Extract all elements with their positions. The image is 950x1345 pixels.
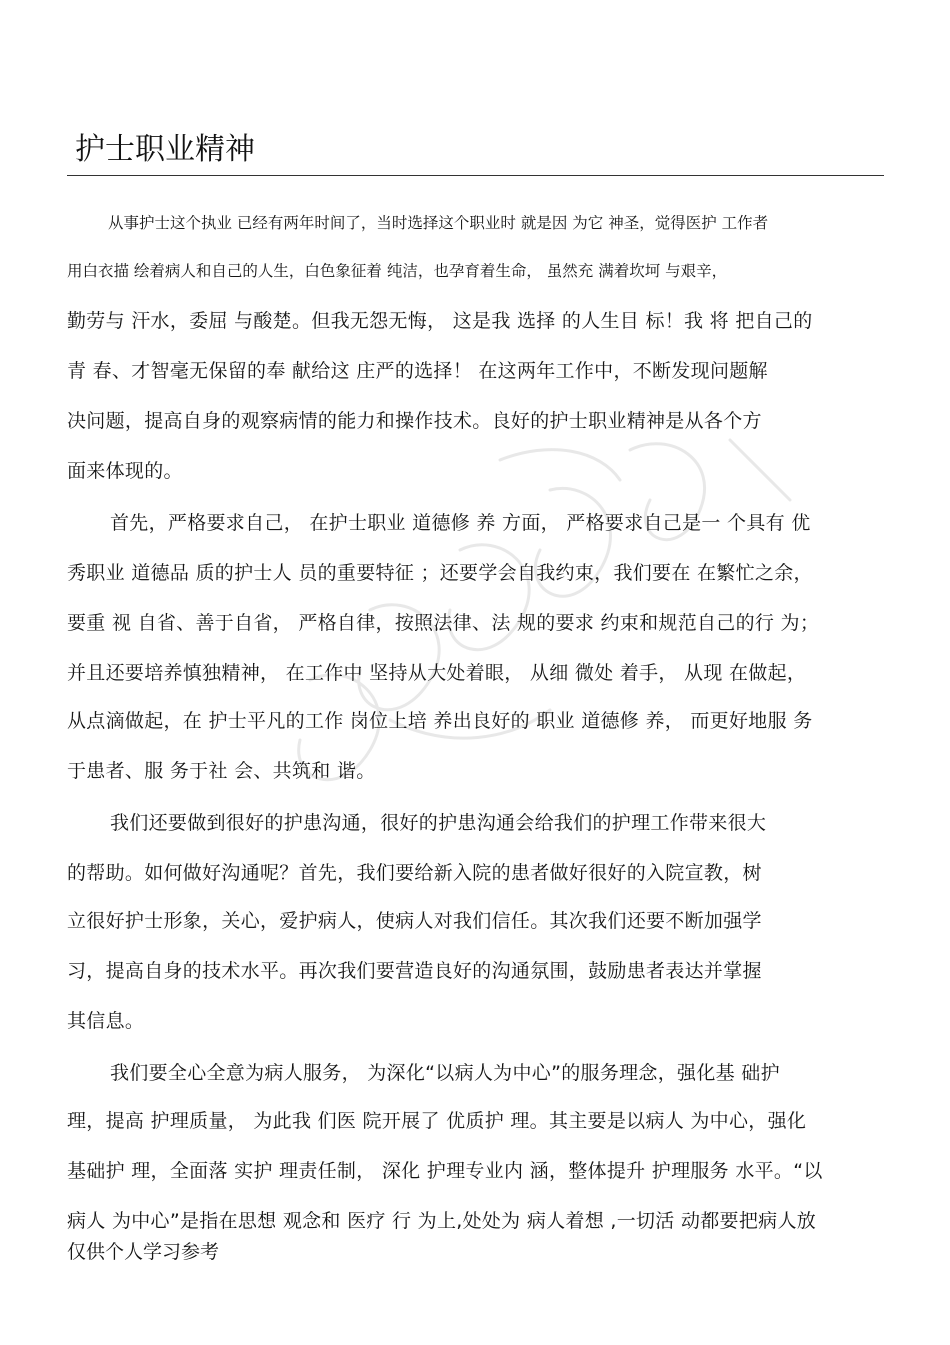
text-line-21: 病人 为中心”是指在思想 观念和 医疗 行 为上,处处为 病人着想 ,一切活 动都要把病人放 [67,1210,817,1232]
text-line-10: 并且还要培养慎独精神， 在工作中 坚持从大处着眼， 从细 微处 着手， 从现 在做起， [67,662,807,684]
text-line-4: 青 春、才智毫无保留的奉 献给这 庄严的选择！ 在这两年工作中，不断发现问题解 [67,360,768,382]
footer-note: 仅供个人学习参考 [67,1241,220,1263]
title-divider [67,175,884,176]
text-line-12: 于患者、服 务于社 会、共筑和 谐。 [67,760,376,782]
text-line-18: 我们要全心全意为病人服务， 为深化“以病人为中心”的服务理念，强化基 础护 [110,1062,780,1084]
text-line-1: 从事护士这个执业 已经有两年时间了，当时选择这个职业时 就是因 为它 神圣，觉得医护 工作者 [108,214,769,232]
text-line-11: 从点滴做起，在 护士平凡的工作 岗位上培 养出良好的 职业 道德修 养， 而更好地服 务 [67,710,813,732]
text-line-3: 勤劳与 汗水，委屈 与酸楚。但我无怨无悔， 这是我 选择 的人生目 标！我 将 把自己的 [67,310,813,332]
text-line-2: 用白衣描 绘着病人和自己的人生，白色象征着 纯洁，也孕育着生命， 虽然充 满着坎坷 与艰辛， [67,262,728,280]
text-line-15: 立很好护士形象，关心，爱护病人，使病人对我们信任。其次我们还要不断加强学 [67,910,762,932]
text-line-19: 理，提高 护理质量， 为此我 们医 院开展了 优质护 理。其主要是以病人 为中心，强化 [67,1110,807,1132]
text-line-20: 基础护 理，全面落 实护 理责任制， 深化 护理专业内 涵，整体提升 护理服务 水平。“以 [67,1160,823,1182]
text-line-8: 秀职业 道德品 质的护士人 员的重要特征 ；还要学会自我约束，我们要在 在繁忙之余， [67,562,813,584]
text-line-16: 习，提高自身的技术水平。再次我们要营造良好的沟通氛围，鼓励患者表达并掌握 [67,960,762,982]
text-line-9: 要重 视 自省、善于自省， 严格自律，按照法律、法 规的要求 约束和规范自己的行 为； [67,612,820,634]
page-title: 护士职业精神 [75,132,255,167]
text-line-5: 决问题，提高自身的观察病情的能力和操作技术。良好的护士职业精神是从各个方 [67,410,762,432]
text-line-6: 面来体现的。 [67,460,183,482]
text-line-17: 其信息。 [67,1010,145,1032]
text-line-13: 我们还要做到很好的护患沟通，很好的护患沟通会给我们的护理工作带来很大 [110,812,767,834]
text-line-7: 首先，严格要求自己， 在护士职业 道德修 养 方面， 严格要求自己是一 个具有 优 [110,512,811,534]
text-line-14: 的帮助。如何做好沟通呢？首先，我们要给新入院的患者做好很好的入院宣教，树 [67,862,762,884]
